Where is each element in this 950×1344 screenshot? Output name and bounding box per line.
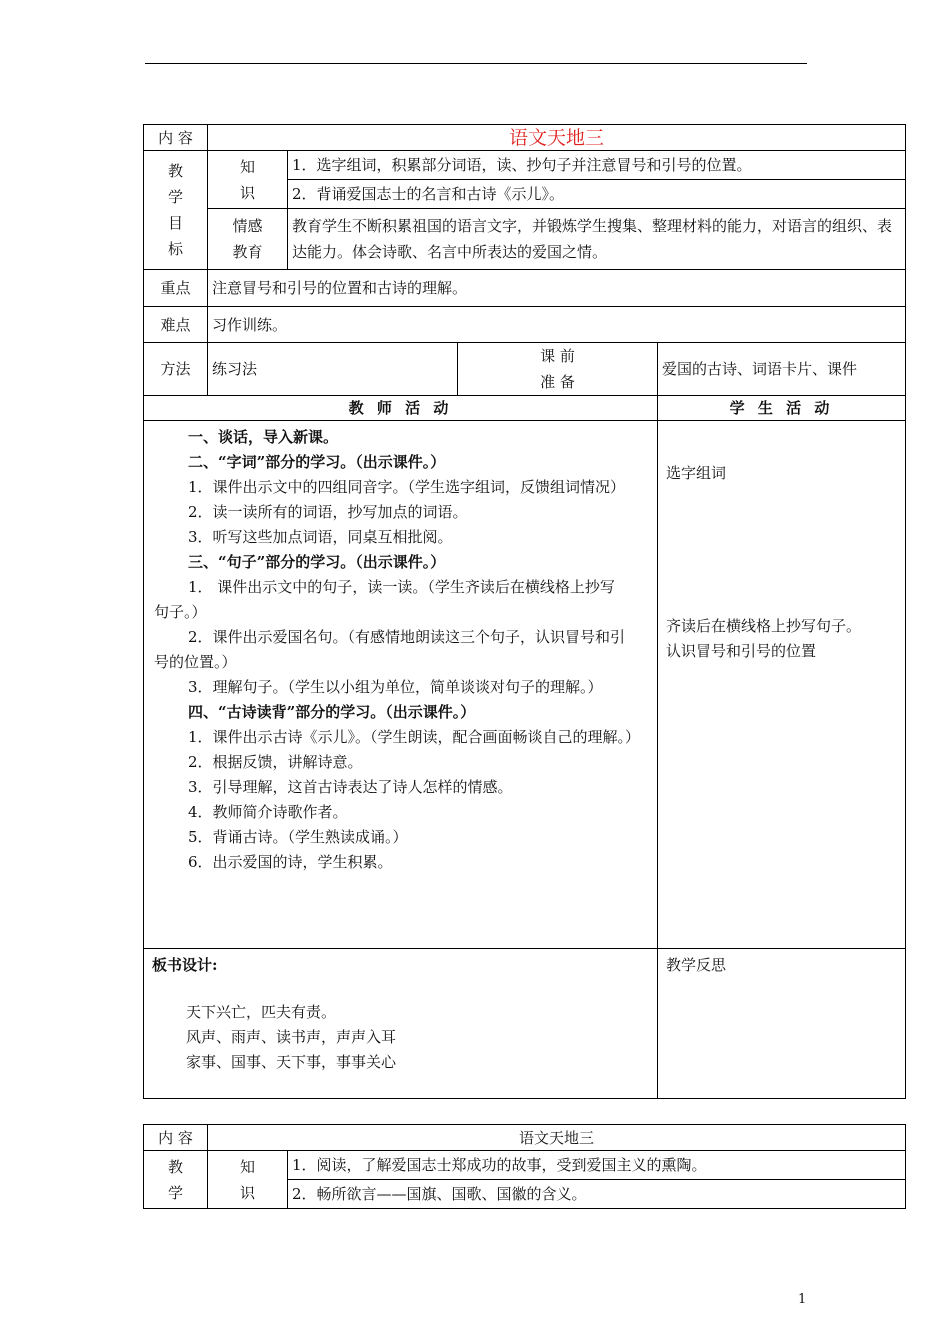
board-line: 家事、国事、天下事，事事关心 [186,1053,397,1071]
board-line: 天下兴亡，匹夫有责。 [186,1003,337,1021]
teacher-line: 2．课件出示爱国名句。（有感情地朗读这三个句子，认识冒号和引 [188,628,626,646]
teacher-line: 4．教师简介诗歌作者。 [188,803,348,821]
difficulty-label: 难点 [144,307,208,343]
student-activities [658,421,906,949]
goals-label: 教 学 目 标 [144,151,208,270]
key-label: 重点 [144,270,208,307]
page-number: 1 [798,1292,807,1307]
knowledge-item: 1．阅读，了解爱国志士郑成功的故事，受到爱国主义的熏陶。 [288,1151,906,1180]
teacher-line: 5．背诵古诗。（学生熟读成诵。） [188,828,408,846]
prep-label: 课 前 准 备 [458,343,658,396]
knowledge-item: 1．选字组词，积累部分词语，读、抄句子并注意冒号和引号的位置。 [288,151,906,180]
teacher-line: 3．理解句子。（学生以小组为单位，简单谈谈对句子的理解。） [188,678,603,696]
content-label: 内 容 [144,1125,208,1151]
emotion-text: 教育学生不断积累祖国的语言文字，并锻炼学生搜集、整理材料的能力，对语言的组织、表达能力。体会诗歌、名言中所表达的爱国之情。 [288,209,906,270]
emotion-label: 情感 教育 [208,209,288,270]
lesson-plan-table-2 [143,1124,906,1209]
teacher-line: 3．引导理解，这首古诗表达了诗人怎样的情感。 [188,778,513,796]
prep-text: 爱国的古诗、词语卡片、课件 [658,343,906,396]
lesson-title: 语文天地三 [208,125,906,151]
teaching-reflection [658,949,906,1099]
method-text: 练习法 [208,343,458,396]
teacher-activities [144,421,658,949]
knowledge-label: 知 识 [208,151,288,209]
teacher-line: 二、“字词”部分的学习。（出示课件。） [188,453,446,471]
key-text: 注意冒号和引号的位置和古诗的理解。 [208,270,906,307]
teacher-line: 1．课件出示古诗《示儿》。（学生朗读，配合画面畅谈自己的理解。） [188,728,641,746]
student-line: 认识冒号和引号的位置 [666,642,817,660]
knowledge-item: 2．背诵爱国志士的名言和古诗《示儿》。 [288,180,906,209]
teacher-line: 一、谈话，导入新课。 [188,428,339,446]
teacher-line: 号的位置。） [154,653,237,671]
board-line: 风声、雨声、读书声，声声入耳 [186,1028,397,1046]
student-line: 齐读后在横线格上抄写句子。 [666,617,862,635]
teacher-line: 6．出示爱国的诗，学生积累。 [188,853,393,871]
goals-label: 教 学 [144,1151,208,1209]
board-label: 板书设计: [152,956,218,974]
lesson-title: 语文天地三 [208,1125,906,1151]
teacher-line: 1．课件出示文中的四组同音字。（学生选字组词，反馈组词情况） [188,478,626,496]
teacher-line: 句子。） [154,603,207,621]
lesson-plan-table [143,124,906,1099]
teacher-line: 2．读一读所有的词语，抄写加点的词语。 [188,503,468,521]
reflection-label: 教学反思 [666,956,727,974]
student-activity-header: 学 生 活 动 [658,396,906,421]
teacher-line: 1． 课件出示文中的句子，读一读。（学生齐读后在横线格上抄写 [188,578,615,596]
content-label: 内 容 [144,125,208,151]
teacher-line: 3．听写这些加点词语，同桌互相批阅。 [188,528,453,546]
teacher-line: 三、“句子”部分的学习。（出示课件。） [188,553,446,571]
student-line: 选字组词 [666,464,727,482]
difficulty-text: 习作训练。 [208,307,906,343]
teacher-line: 四、“古诗读背”部分的学习。（出示课件。） [188,703,476,721]
teacher-activity-header: 教 师 活 动 [144,396,658,421]
board-design [144,949,658,1099]
header-rule [145,63,807,64]
knowledge-label: 知 识 [208,1151,288,1209]
teacher-line: 2．根据反馈，讲解诗意。 [188,753,363,771]
method-label: 方法 [144,343,208,396]
knowledge-item: 2．畅所欲言——国旗、国歌、国徽的含义。 [288,1180,906,1209]
